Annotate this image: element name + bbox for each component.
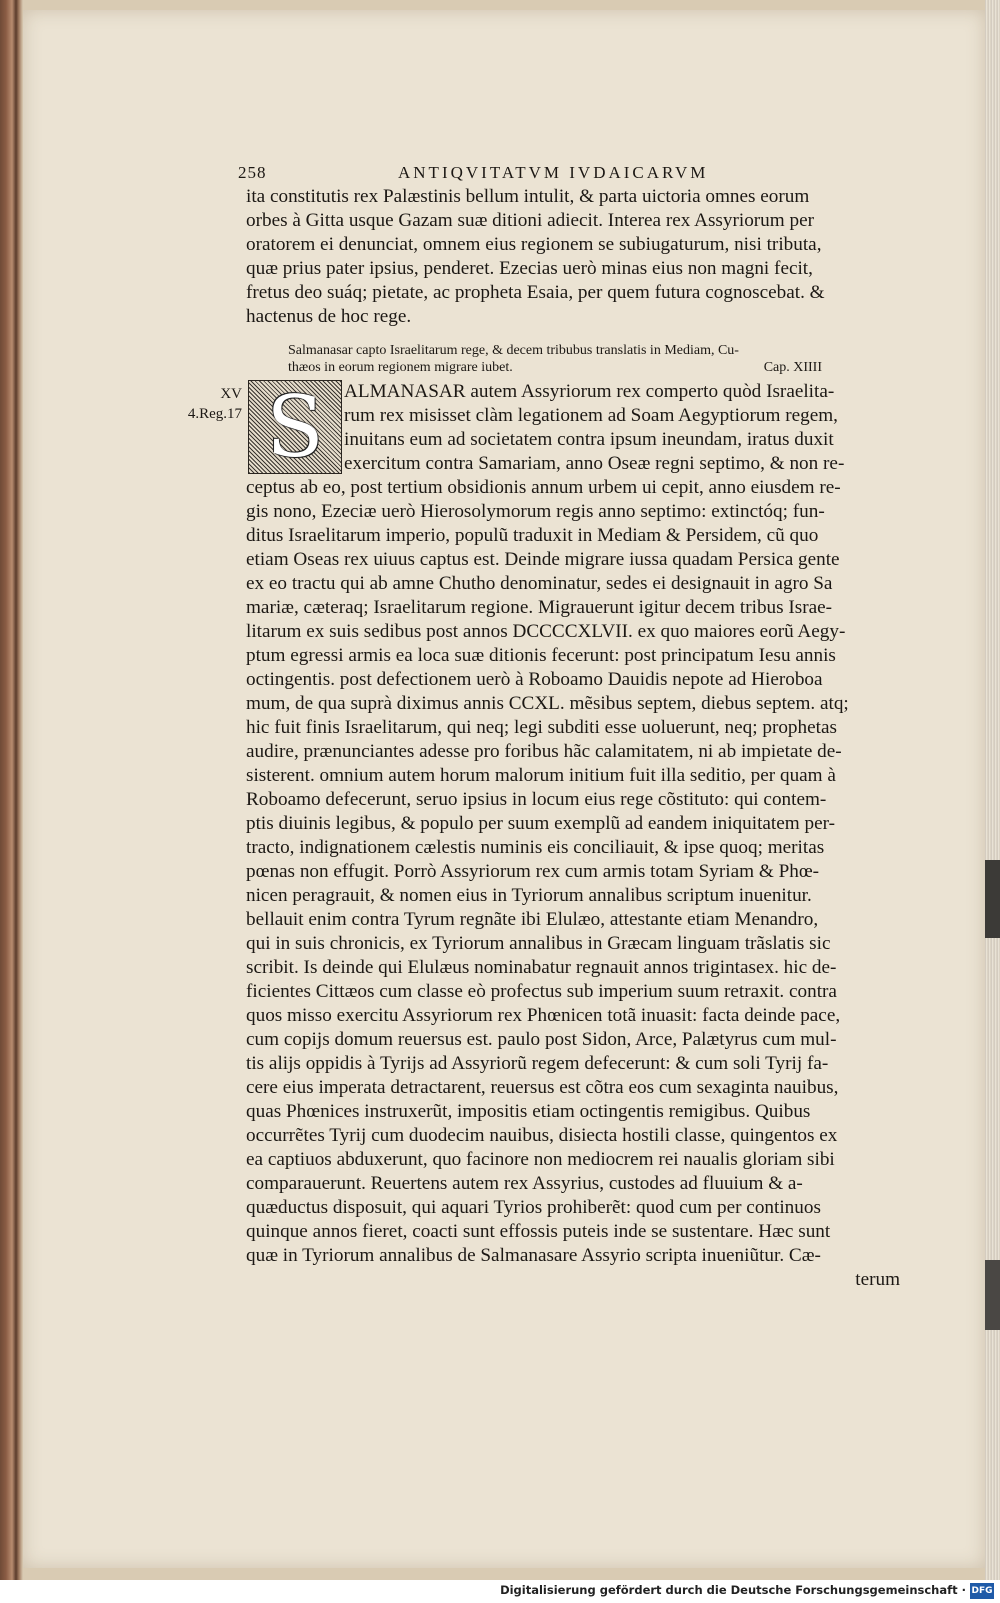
chapter-number: Cap. XIIII xyxy=(763,360,822,375)
margin-note: XV xyxy=(220,386,242,402)
chapter-body xyxy=(246,380,914,1292)
chapter-summary xyxy=(288,342,868,376)
text-line: ficientes Cittæos cum classe eò profectus sub imperium suum retraxit. contra xyxy=(246,981,837,1002)
text-line: quinque annos fieret, coacti sunt effossis puteis inde se sustentare. Hæc sunt xyxy=(246,1221,831,1242)
text-line: mum, de qua suprà diximus annis CCXL. mẽsibus septem, diebus septem. atq; xyxy=(246,693,849,714)
summary-line: thæos in eorum regionem migrare iubet. xyxy=(288,360,513,375)
edge-shadow xyxy=(985,860,1000,938)
catchword: terum xyxy=(855,1269,900,1290)
text-line: exercitum contra Samariam, anno Oseæ regni septimo, & non re- xyxy=(344,453,845,474)
dfg-logo: DFG xyxy=(970,1583,994,1599)
text-line: oratorem ei denunciat, omnem eius regionem se subiugaturum, nisi tributa, xyxy=(246,234,822,255)
margin-notes xyxy=(172,384,242,424)
running-title: ANTIQVITATVM IVDAICARVM xyxy=(398,163,709,182)
text-line: ea captiuos abduxerunt, quo facinore non mediocrem rei naualis gloriam sibi xyxy=(246,1149,835,1170)
page-edge xyxy=(985,0,1000,1580)
text-line: cum copijs domum reuersus est. paulo post Sidon, Arce, Palætyrus cum mul- xyxy=(246,1029,837,1050)
text-line: audire, prænunciantes adesse pro foribus hãc calamitatem, ni ab impietate de- xyxy=(246,741,842,762)
text-line: nicen peragrauit, & nomen eius in Tyriorum annalibus scriptum inuenitur. xyxy=(246,885,812,906)
text-line: inuitans eum ad societatem contra ipsum ineundam, iratus duxit xyxy=(344,429,834,450)
text-line: Roboamo defecerunt, seruo ipsius in locum eius rege cõstituto: qui contem- xyxy=(246,789,827,810)
text-line: quæductus disposuit, qui aquari Tyrios prohiberẽt: quod cum per continuos xyxy=(246,1197,821,1218)
margin-note: 4.Reg.17 xyxy=(187,406,242,422)
text-line: fretus deo suáq; pietate, ac propheta Esaia, per quem futura cognoscebat. & xyxy=(246,282,825,303)
footer-bar xyxy=(0,1580,1000,1603)
text-line: rum rex misisset clàm legationem ad Soam Aegyptiorum regem, xyxy=(344,405,838,426)
edge-shadow xyxy=(985,1260,1000,1330)
text-line: ex eo tractu qui ab amne Chutho denominatur, sedes ei designauit in agro Sa xyxy=(246,573,833,594)
page-number: 258 xyxy=(238,163,267,182)
text-line: comparauerunt. Reuertens autem rex Assyrius, custodes ad fluuium & a- xyxy=(246,1173,803,1194)
text-line: hactenus de hoc rege. xyxy=(246,306,412,327)
text-line: ALMANASAR autem Assyriorum rex comperto quòd Israelita- xyxy=(344,381,835,402)
text-line: orbes à Gitta usque Gazam suæ ditioni adiecit. Interea rex Assyriorum per xyxy=(246,210,814,231)
text-line: sisterent. omnium autem horum malorum initium fuit illa seditio, per quam à xyxy=(246,765,836,786)
text-line: octingentis. post defectionem uerò à Roboamo Dauidis nepote ad Hieroboa xyxy=(246,669,823,690)
text-line: quas Phœnices instruxerũt, impositis etiam octingentis remigibus. Quibus xyxy=(246,1101,811,1122)
text-line: mariæ, cæteraq; Israelitarum regione. Migrauerunt igitur decem tribus Israe- xyxy=(246,597,833,618)
text-line: occurrẽtes Tyrij cum duodecim nauibus, disiecta hostili classe, quingentos ex xyxy=(246,1125,838,1146)
text-line: qui in suis chronicis, ex Tyriorum annalibus in Græcam linguam trãslatis sic xyxy=(246,933,831,954)
page-header xyxy=(238,163,828,185)
text-line: ptis diuinis legibus, & populo per suum exemplũ ad eandem iniquitatem per- xyxy=(246,813,835,834)
text-line: gis nono, Ezeciæ uerò Hierosolymorum regis anno septimo: extinctóq; fun- xyxy=(246,501,825,522)
text-line: bellauit enim contra Tyrum regnãte ibi Elulæo, attestante etiam Menandro, xyxy=(246,909,819,930)
summary-line: Salmanasar capto Israelitarum rege, & decem tribubus translatis in Mediam, Cu- xyxy=(288,343,739,358)
funding-credit: Digitalisierung gefördert durch die Deutsche Forschungsgemeinschaft · xyxy=(500,1583,966,1597)
text-line: ptum egressi armis ea loca suæ ditionis fecerunt: post principatum Iesu annis xyxy=(246,645,836,666)
text-line: etiam Oseas rex uiuus captus est. Deinde migrare iussa quadam Persica gente xyxy=(246,549,840,570)
intro-paragraph xyxy=(246,185,914,329)
text-line: ita constitutis rex Palæstinis bellum intulit, & parta uictoria omnes eorum xyxy=(246,186,810,207)
text-line: pœnas non effugit. Porrò Assyriorum rex cum armis totam Syriam & Phœ- xyxy=(246,861,820,882)
text-line: quæ in Tyriorum annalibus de Salmanasare Assyrio scripta inueniũtur. Cæ- xyxy=(246,1245,821,1266)
text-line: tis alijs oppidis à Tyrijs ad Assyriorũ regem defecerunt: & cum soli Tyrij fa- xyxy=(246,1053,829,1074)
text-line: cere eius imperata detractarent, reuersus est cõtra eos cum sexaginta nauibus, xyxy=(246,1077,839,1098)
initial-letter: S xyxy=(266,378,324,476)
text-line: tracto, indignationem cælestis numinis eis conciliauit, & ipse quoq; meritas xyxy=(246,837,825,858)
text-line: quos misso exercitu Assyriorum rex Phœnicen totã inuasit: facta deinde pace, xyxy=(246,1005,841,1026)
text-line: hic fuit finis Israelitarum, qui neq; legi subditi esse uoluerunt, neq; prophetas xyxy=(246,717,837,738)
text-line: ceptus ab eo, post tertium obsidionis annum urbem ui cepit, anno eiusdem re- xyxy=(246,477,841,498)
text-line: ditus Israelitarum imperio, populũ traduxit in Mediam & Persidem, cũ quo xyxy=(246,525,819,546)
text-line: scribit. Is deinde qui Elulæus nominabatur regnauit annos trigintasex. hic de- xyxy=(246,957,837,978)
text-line: litarum ex suis sedibus post annos DCCCCXLVII. ex quo maiores eorũ Aegy- xyxy=(246,621,846,642)
text-line: quæ prius pater ipsius, penderet. Ezecias uerò minas eius non magni fecit, xyxy=(246,258,813,279)
